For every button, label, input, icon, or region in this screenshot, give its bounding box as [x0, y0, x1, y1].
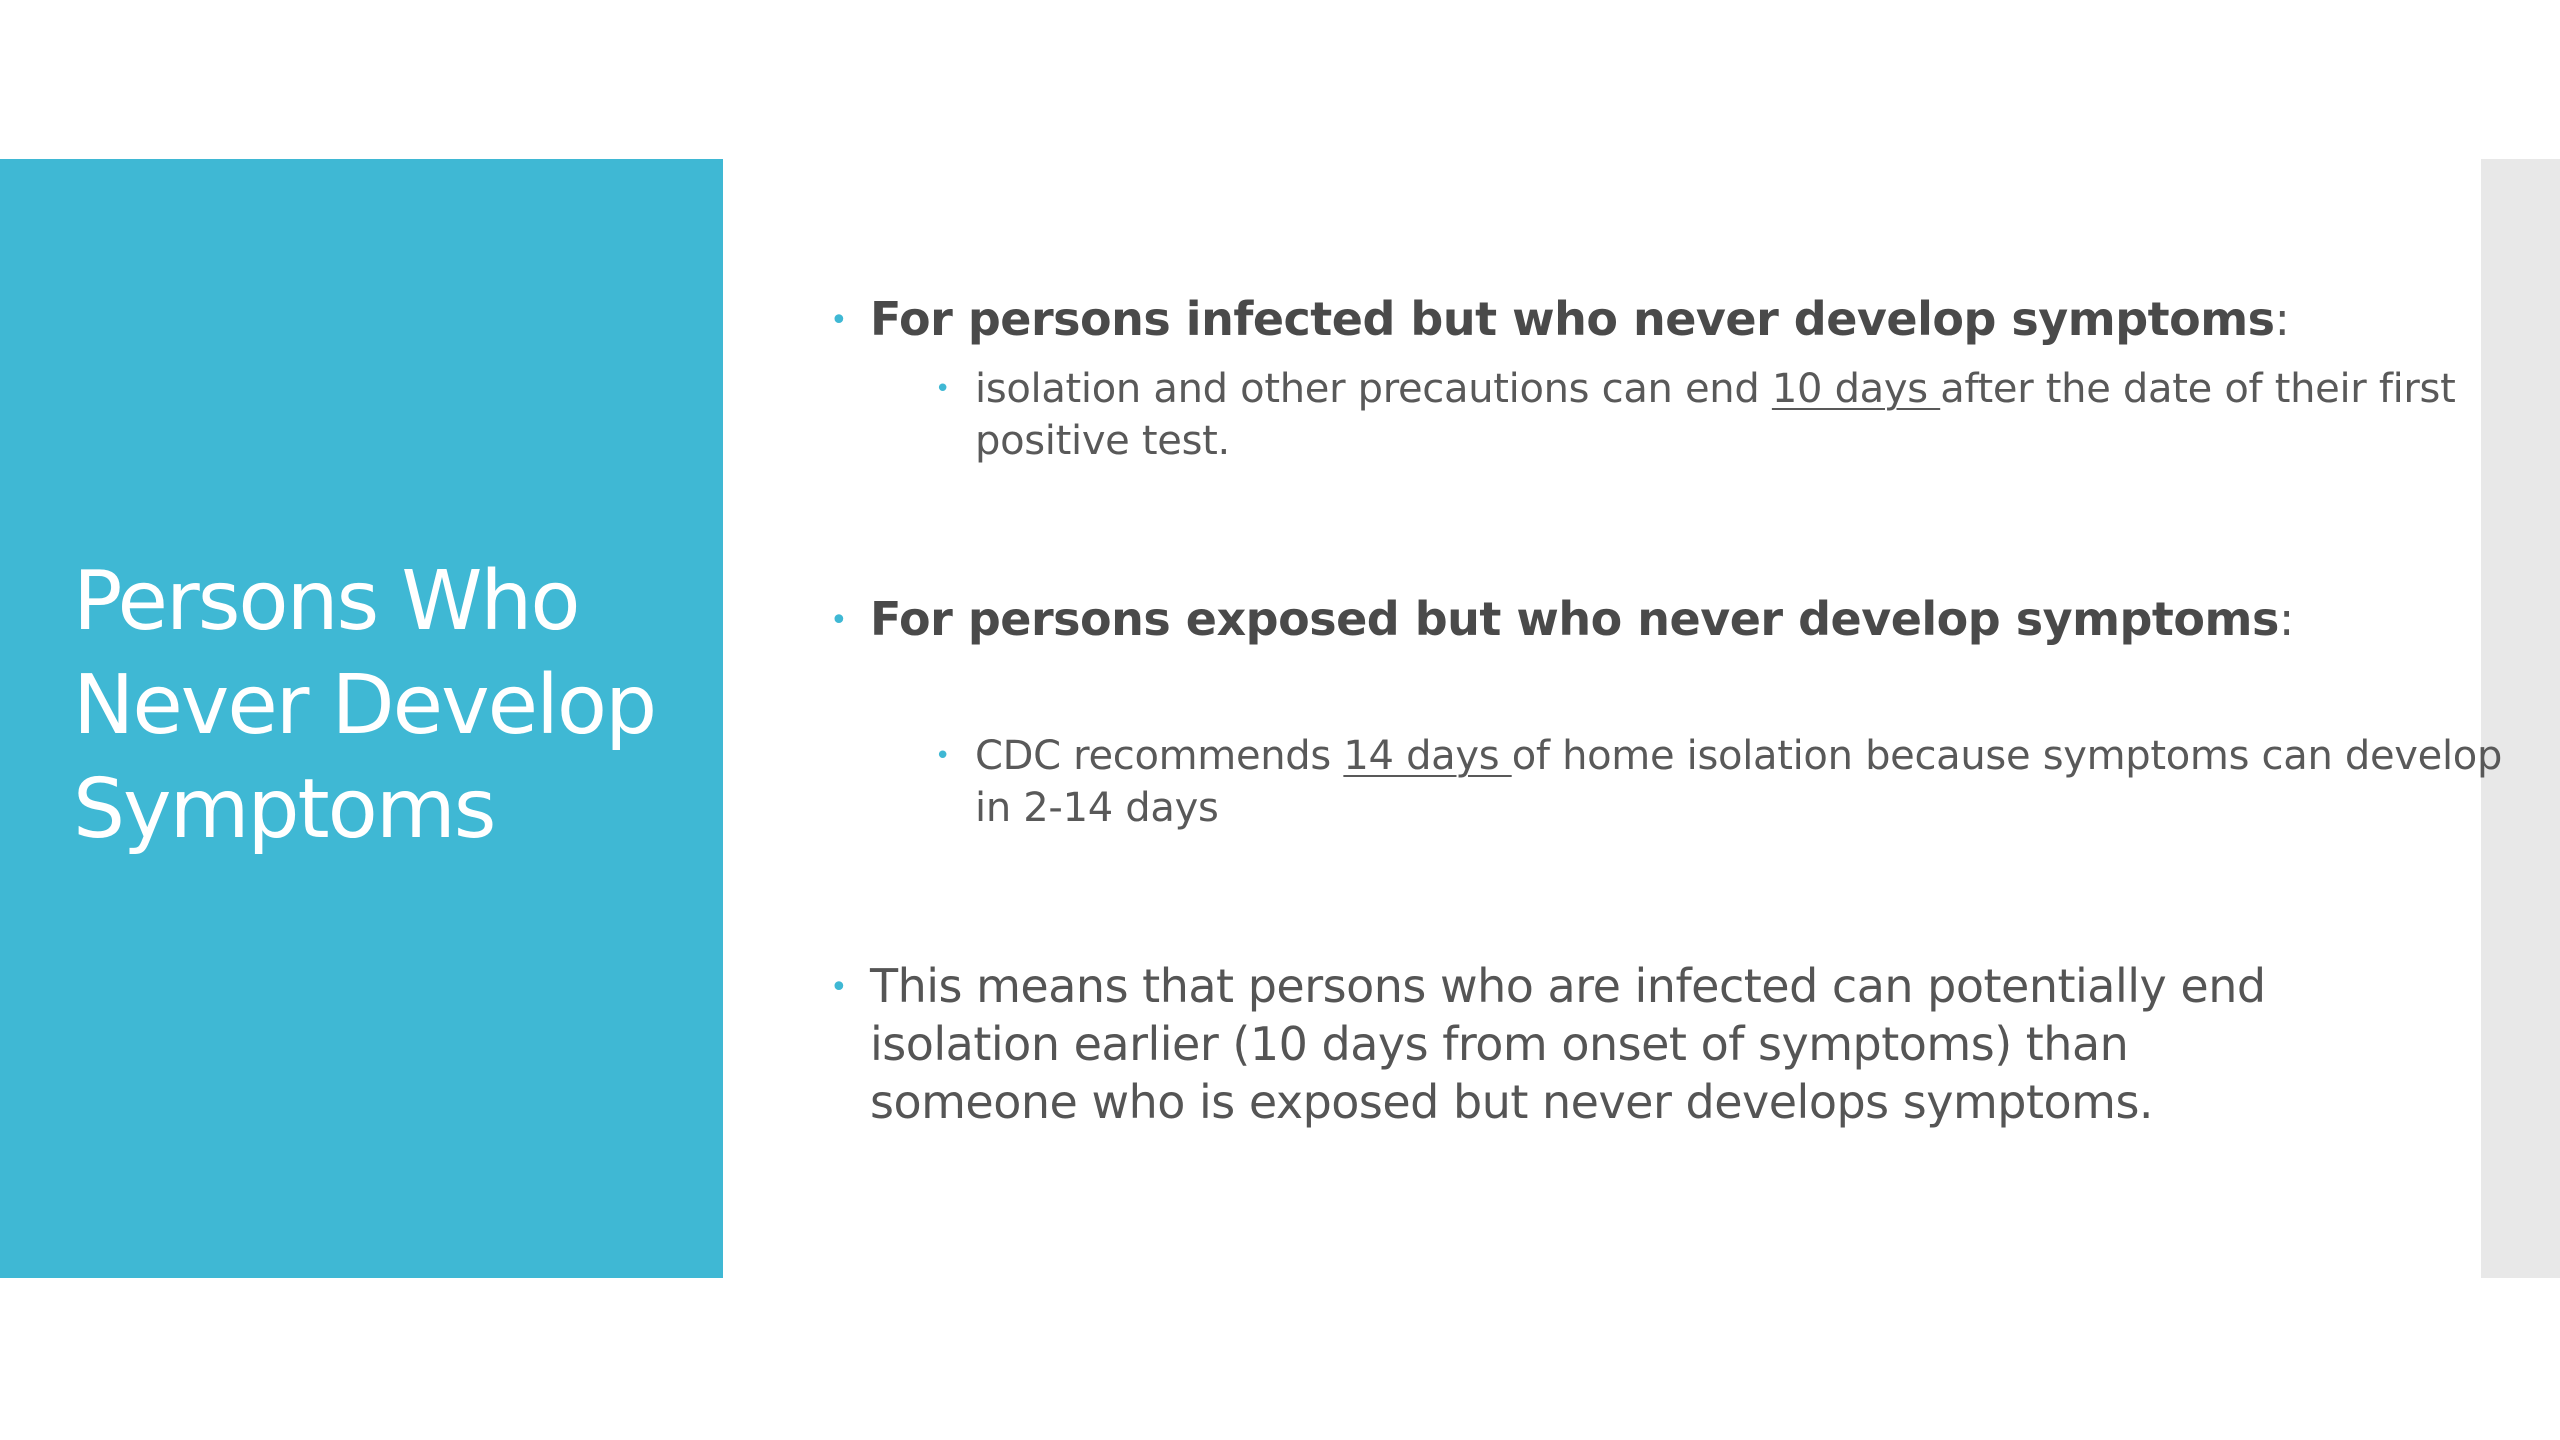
bullet-2	[830, 590, 2410, 648]
bullet-3-text: This means that persons who are infected can potentially end isolation earlier (10 days from onset of symptoms) than someone who is exposed but never develops symptoms.	[870, 959, 2266, 1129]
bullet-2-suffix: :	[2278, 592, 2294, 646]
bullet-2-sub-underlined: 14 days	[1343, 733, 1512, 779]
title-line-3: Symptoms	[73, 762, 495, 857]
title-line-2: Never Develop	[73, 658, 656, 753]
bullet-2-sub-before: CDC recommends	[975, 733, 1344, 779]
bullet-2-sub-after: of home isolation because symptoms can develop in 2-14 days	[975, 733, 2503, 831]
bullet-2-sub	[830, 730, 2515, 834]
bullet-1-sub-before: isolation and other precautions can end	[975, 366, 1772, 412]
bullet-3	[830, 957, 2340, 1131]
bullet-dot-icon: •	[830, 303, 848, 338]
bullet-1-sub-underlined: 10 days	[1771, 366, 1941, 412]
bullet-1-bold: For persons infected but who never develop symptoms	[870, 292, 2275, 346]
bullet-dot-icon: •	[935, 374, 951, 404]
bullet-dot-icon: •	[830, 970, 848, 1005]
bullet-1-sub-after: after the date of their first positive test.	[975, 366, 2456, 464]
bullet-2-bold: For persons exposed but who never develop symptoms	[870, 592, 2279, 646]
bullet-1	[830, 290, 2410, 348]
bullet-1-sub	[830, 363, 2515, 467]
bullet-dot-icon: •	[830, 603, 848, 638]
side-bar	[2481, 159, 2560, 1278]
bullet-dot-icon: •	[935, 741, 951, 771]
bullet-1-suffix: :	[2274, 292, 2290, 346]
slide-title	[73, 550, 693, 862]
title-line-1: Persons Who	[73, 554, 579, 649]
